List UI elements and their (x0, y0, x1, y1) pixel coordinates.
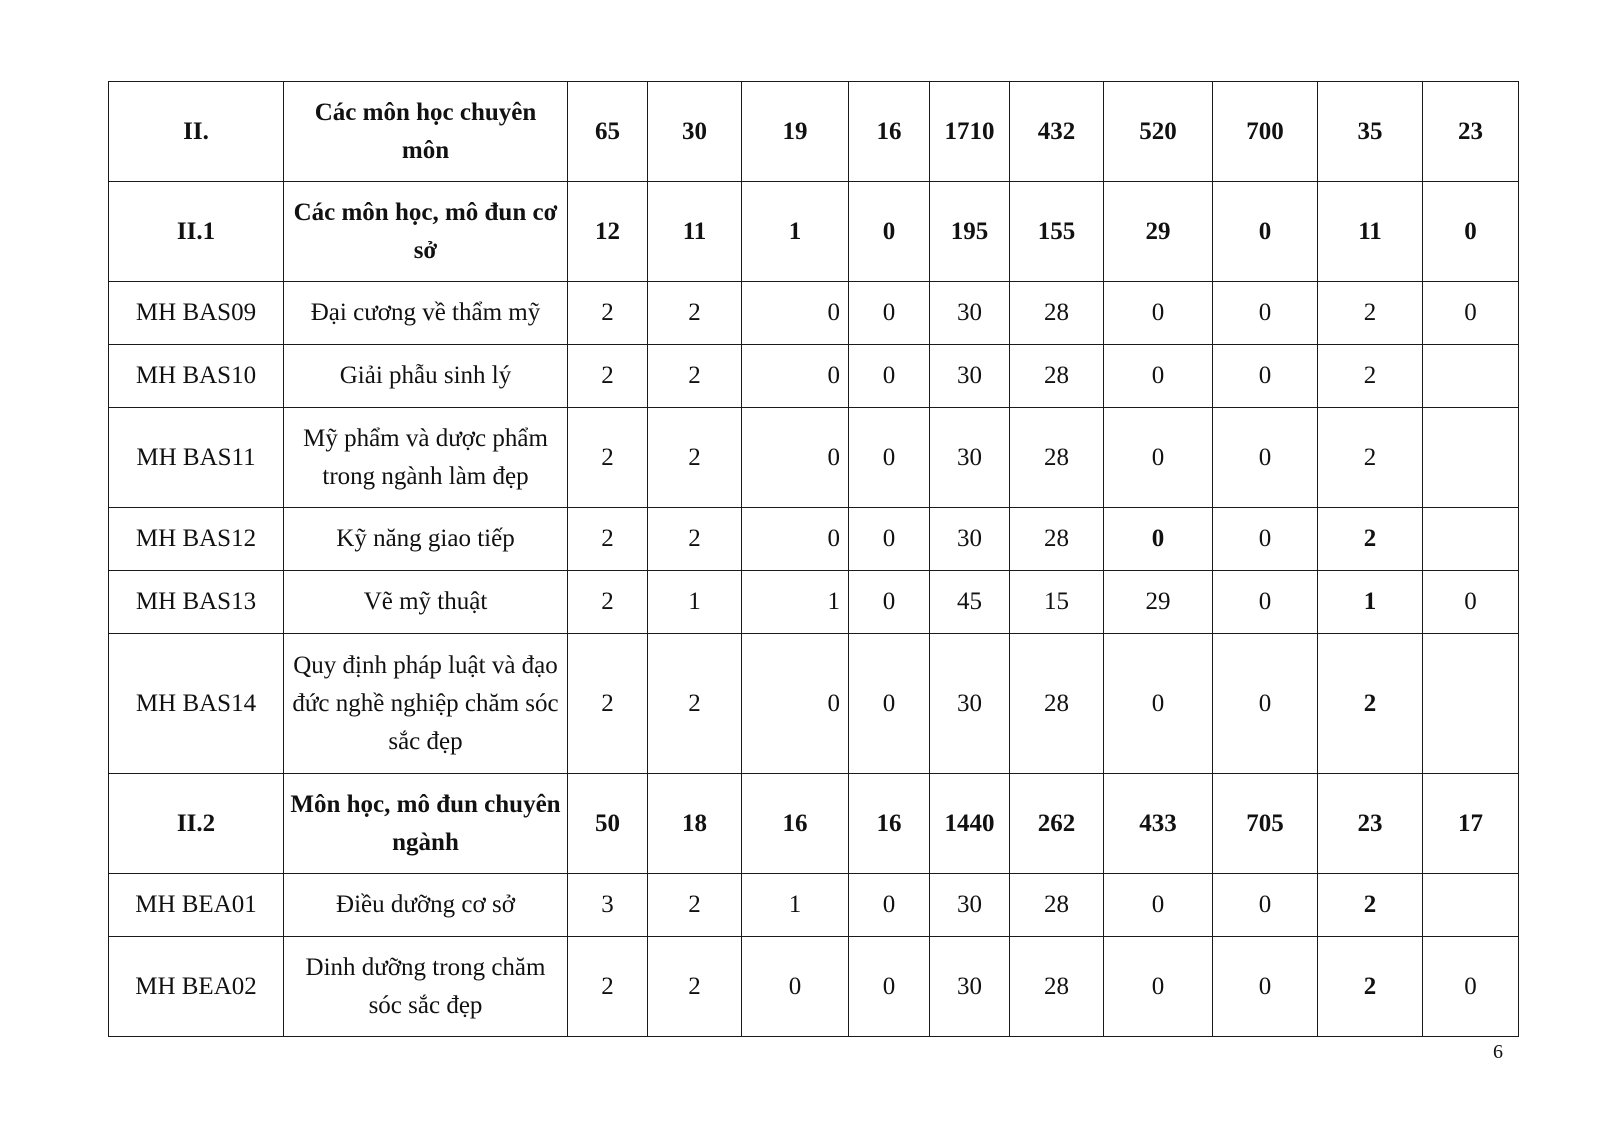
table-row (109, 937, 1519, 1037)
row-value: 520 (1104, 82, 1213, 182)
row-value: 11 (1318, 182, 1423, 282)
row-value (1423, 345, 1519, 408)
row-value: 1 (648, 571, 742, 634)
row-value: 0 (849, 634, 930, 774)
row-name: Quy định pháp luật và đạo đức nghề nghiệp chăm sóc sắc đẹp (284, 634, 568, 774)
row-code: II.2 (109, 774, 284, 874)
row-value: 0 (1213, 937, 1318, 1037)
row-value: 2 (568, 508, 648, 571)
row-code: MH BAS14 (109, 634, 284, 774)
row-code: MH BAS11 (109, 408, 284, 508)
row-value: 0 (849, 874, 930, 937)
row-value: 30 (930, 345, 1010, 408)
row-code: MH BAS10 (109, 345, 284, 408)
row-value: 155 (1010, 182, 1104, 282)
row-value: 45 (930, 571, 1010, 634)
row-value: 0 (849, 345, 930, 408)
row-value: 11 (648, 182, 742, 282)
row-value: 0 (742, 408, 849, 508)
row-value (1423, 874, 1519, 937)
row-name: Kỹ năng giao tiếp (284, 508, 568, 571)
row-value: 433 (1104, 774, 1213, 874)
table-row (109, 508, 1519, 571)
row-value: 28 (1010, 408, 1104, 508)
table-row (109, 774, 1519, 874)
row-value: 2 (1318, 408, 1423, 508)
row-value: 23 (1423, 82, 1519, 182)
row-value: 0 (1213, 571, 1318, 634)
row-name: Giải phẫu sinh lý (284, 345, 568, 408)
row-value: 0 (742, 508, 849, 571)
row-value: 28 (1010, 282, 1104, 345)
row-value: 2 (648, 937, 742, 1037)
row-value: 1440 (930, 774, 1010, 874)
table-row (109, 571, 1519, 634)
row-value: 2 (568, 345, 648, 408)
row-value: 0 (742, 937, 849, 1037)
row-value: 30 (930, 874, 1010, 937)
page-number: 6 (1493, 1041, 1503, 1063)
row-value: 0 (1104, 937, 1213, 1037)
row-value: 700 (1213, 82, 1318, 182)
row-value: 0 (1423, 182, 1519, 282)
row-value: 0 (742, 634, 849, 774)
row-name: Mỹ phẩm và dược phẩm trong ngành làm đẹp (284, 408, 568, 508)
row-name: Các môn học, mô đun cơ sở (284, 182, 568, 282)
row-value: 0 (1104, 345, 1213, 408)
row-value: 0 (1213, 508, 1318, 571)
row-code: MH BAS09 (109, 282, 284, 345)
row-value: 1 (742, 182, 849, 282)
row-value: 0 (849, 282, 930, 345)
row-value: 30 (930, 408, 1010, 508)
row-value: 2 (1318, 345, 1423, 408)
row-value: 1710 (930, 82, 1010, 182)
row-value: 16 (742, 774, 849, 874)
row-value: 17 (1423, 774, 1519, 874)
table-row (109, 282, 1519, 345)
row-value: 30 (930, 282, 1010, 345)
row-value (1423, 408, 1519, 508)
row-value: 0 (1423, 282, 1519, 345)
row-value: 0 (1213, 282, 1318, 345)
row-value: 30 (648, 82, 742, 182)
row-value: 30 (930, 937, 1010, 1037)
row-value: 2 (568, 282, 648, 345)
row-value: 2 (568, 937, 648, 1037)
row-value: 18 (648, 774, 742, 874)
row-value: 35 (1318, 82, 1423, 182)
row-value: 0 (849, 508, 930, 571)
row-value: 0 (742, 345, 849, 408)
row-value: 2 (568, 634, 648, 774)
table-body (109, 82, 1519, 1037)
table-row (109, 874, 1519, 937)
row-value: 0 (1104, 408, 1213, 508)
row-code: MH BEA02 (109, 937, 284, 1037)
row-value: 0 (849, 571, 930, 634)
row-value: 30 (930, 508, 1010, 571)
row-value: 2 (648, 345, 742, 408)
row-code: MH BAS12 (109, 508, 284, 571)
row-value: 0 (1213, 408, 1318, 508)
row-value: 15 (1010, 571, 1104, 634)
row-value: 0 (1423, 937, 1519, 1037)
row-value: 2 (1318, 282, 1423, 345)
row-value: 0 (742, 282, 849, 345)
row-value: 28 (1010, 634, 1104, 774)
row-value: 2 (1318, 634, 1423, 774)
table-row (109, 345, 1519, 408)
row-value: 2 (1318, 874, 1423, 937)
row-value: 2 (1318, 937, 1423, 1037)
row-value: 432 (1010, 82, 1104, 182)
row-value: 3 (568, 874, 648, 937)
row-value: 16 (849, 82, 930, 182)
table-row (109, 408, 1519, 508)
row-value: 0 (1423, 571, 1519, 634)
row-name: Dinh dưỡng trong chăm sóc sắc đẹp (284, 937, 568, 1037)
row-value (1423, 508, 1519, 571)
row-name: Môn học, mô đun chuyên ngành (284, 774, 568, 874)
curriculum-table (108, 81, 1519, 1037)
row-value: 0 (849, 937, 930, 1037)
row-code: MH BEA01 (109, 874, 284, 937)
row-value: 2 (648, 408, 742, 508)
row-value: 0 (1104, 634, 1213, 774)
row-value: 0 (849, 408, 930, 508)
row-value: 28 (1010, 345, 1104, 408)
row-value: 2 (568, 571, 648, 634)
row-value: 23 (1318, 774, 1423, 874)
table-row (109, 82, 1519, 182)
row-code: II.1 (109, 182, 284, 282)
row-name: Đại cương về thẩm mỹ (284, 282, 568, 345)
row-value: 0 (1213, 345, 1318, 408)
row-value: 29 (1104, 182, 1213, 282)
row-value: 0 (1213, 874, 1318, 937)
row-value: 12 (568, 182, 648, 282)
table-row (109, 182, 1519, 282)
row-value (1423, 634, 1519, 774)
row-value: 50 (568, 774, 648, 874)
row-value: 28 (1010, 874, 1104, 937)
row-value: 0 (1213, 634, 1318, 774)
row-value: 0 (1104, 508, 1213, 571)
table-row (109, 634, 1519, 774)
row-value: 1 (742, 571, 849, 634)
row-value: 2 (648, 508, 742, 571)
row-value: 29 (1104, 571, 1213, 634)
row-value: 2 (1318, 508, 1423, 571)
row-value: 262 (1010, 774, 1104, 874)
row-code: II. (109, 82, 284, 182)
row-value: 195 (930, 182, 1010, 282)
row-value: 2 (648, 282, 742, 345)
row-value: 28 (1010, 508, 1104, 571)
row-value: 1 (1318, 571, 1423, 634)
row-name: Điều dưỡng cơ sở (284, 874, 568, 937)
row-name: Các môn học chuyên môn (284, 82, 568, 182)
row-value: 0 (1104, 282, 1213, 345)
row-name: Vẽ mỹ thuật (284, 571, 568, 634)
row-value: 2 (568, 408, 648, 508)
row-value: 705 (1213, 774, 1318, 874)
row-code: MH BAS13 (109, 571, 284, 634)
row-value: 2 (648, 874, 742, 937)
row-value: 0 (1213, 182, 1318, 282)
row-value: 65 (568, 82, 648, 182)
row-value: 1 (742, 874, 849, 937)
row-value: 16 (849, 774, 930, 874)
row-value: 28 (1010, 937, 1104, 1037)
row-value: 19 (742, 82, 849, 182)
row-value: 2 (648, 634, 742, 774)
row-value: 0 (1104, 874, 1213, 937)
row-value: 30 (930, 634, 1010, 774)
row-value: 0 (849, 182, 930, 282)
